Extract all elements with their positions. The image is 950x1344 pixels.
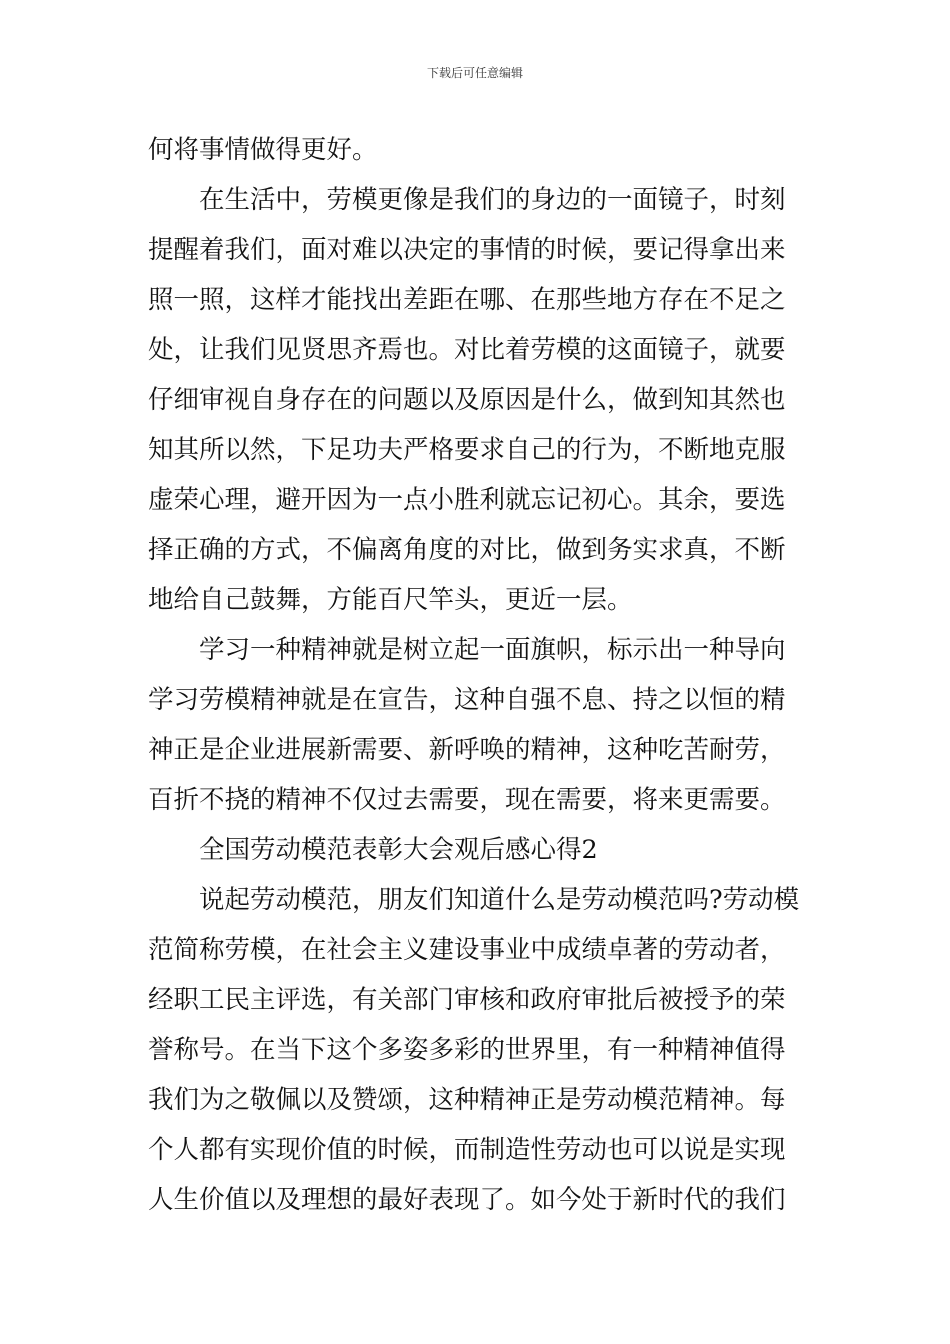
- page-header-note: 下载后可任意编辑: [426, 66, 523, 80]
- text-line: 照一照，这样才能找出差距在哪、在那些地方存在不足之: [148, 285, 786, 315]
- text-line: 神正是企业进展新需要、新呼唤的精神，这种吃苦耐劳，: [148, 735, 786, 765]
- text-line: 学习劳模精神就是在宣告，这种自强不息、持之以恒的精: [148, 685, 786, 715]
- text-line: 处，让我们见贤思齐焉也。对比着劳模的这面镜子，就要: [148, 335, 786, 365]
- text-line: 何将事情做得更好。: [148, 135, 378, 165]
- text-line: 我们为之敬佩以及赞颂，这种精神正是劳动模范精神。每: [148, 1085, 786, 1115]
- document-body: [148, 125, 808, 1225]
- text-line: 誉称号。在当下这个多姿多彩的世界里，有一种精神值得: [148, 1035, 786, 1065]
- text-line: 个人都有实现价值的时候，而制造性劳动也可以说是实现: [148, 1135, 786, 1165]
- text-line: 范简称劳模，在社会主义建设事业中成绩卓著的劳动者，: [148, 935, 786, 965]
- text-line: 在生活中，劳模更像是我们的身边的一面镜子，时刻: [199, 185, 786, 215]
- text-line: 提醒着我们，面对难以决定的事情的时候，要记得拿出来: [148, 235, 786, 265]
- text-line: 学习一种精神就是树立起一面旗帜，标示出一种导向: [199, 635, 786, 665]
- text-line: 虚荣心理，避开因为一点小胜利就忘记初心。其余，要选: [148, 485, 786, 515]
- text-line: 地给自己鼓舞，方能百尺竿头，更近一层。: [148, 585, 633, 615]
- text-line: 仔细审视自身存在的问题以及原因是什么，做到知其然也: [148, 385, 786, 415]
- text-line: 人生价值以及理想的最好表现了。如今处于新时代的我们: [148, 1185, 786, 1215]
- text-line: 百折不挠的精神不仅过去需要，现在需要，将来更需要。: [148, 785, 786, 815]
- text-line: 知其所以然，下足功夫严格要求自己的行为，不断地克服: [148, 435, 786, 465]
- text-line: 经职工民主评选，有关部门审核和政府审批后被授予的荣: [148, 985, 786, 1015]
- text-line: 说起劳动模范，朋友们知道什么是劳动模范吗?劳动模: [199, 885, 800, 915]
- text-line: 择正确的方式，不偏离角度的对比，做到务实求真，不断: [148, 535, 786, 565]
- text-line: 全国劳动模范表彰大会观后感心得2: [199, 835, 598, 865]
